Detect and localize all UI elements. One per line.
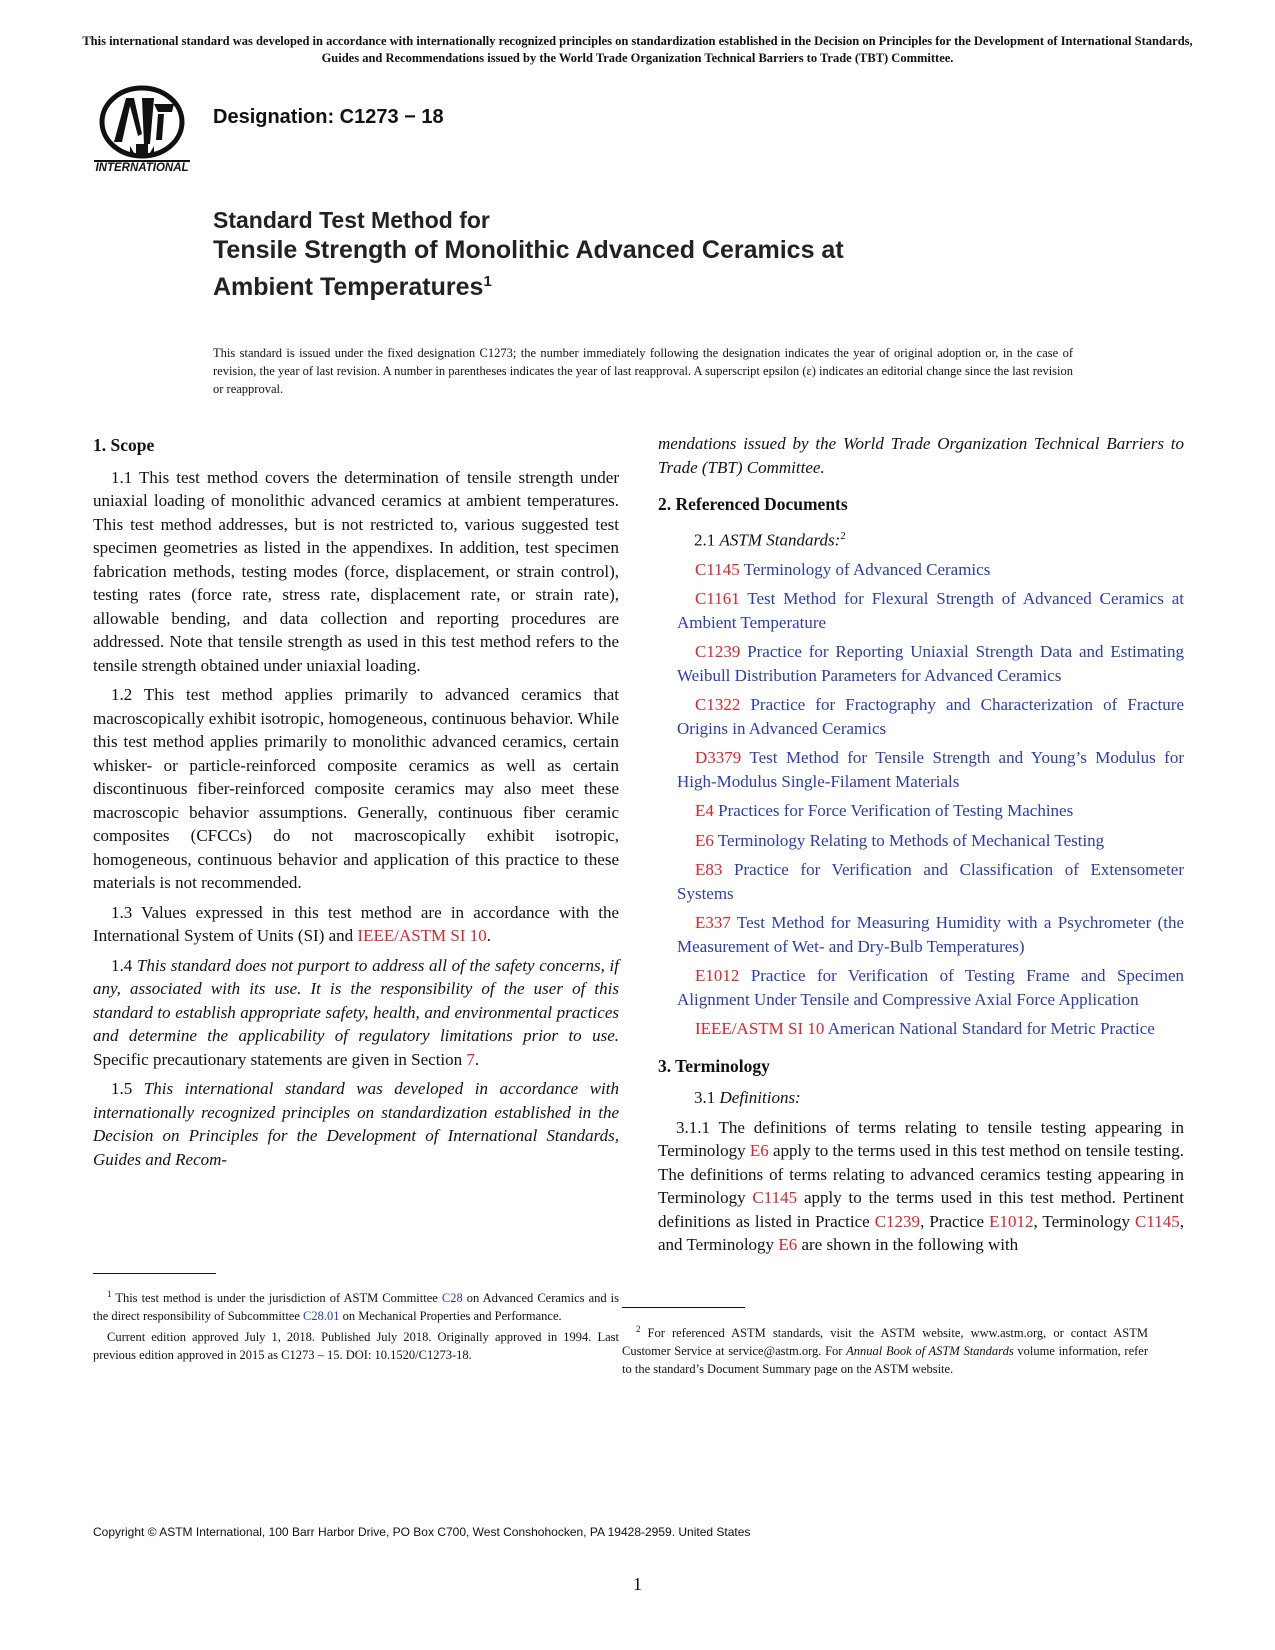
title-footnote-mark[interactable]: 1 [483, 273, 492, 290]
scope-para-4: 1.4 This standard does not purport to address all of the safety concerns, if any, associated with its use. It is the responsibility of the user of this standard to establish appropriate safety, health, and environmental practices and determine the applicability of regulatory limitations prior to use. Specific precautionary statements are given in Section 7. [93, 955, 619, 1069]
referenced-document-title[interactable]: Terminology Relating to Methods of Mechanical Testing [713, 830, 1105, 850]
referenced-document-code[interactable]: E83 [695, 860, 723, 880]
c28-01-link[interactable]: C28.01 [303, 1309, 340, 1324]
referenced-document-item[interactable] [658, 558, 1184, 582]
referenced-document-item[interactable] [658, 964, 1184, 1011]
title-line-2: Tensile Strength of Monolithic Advanced Ceramics at [213, 236, 844, 264]
footnote-rule-right [622, 1307, 745, 1308]
astm-standards-subheading: 2.1 ASTM Standards:$^2$ [694, 529, 846, 550]
referenced-documents-heading: 2. Referenced Documents [658, 494, 848, 514]
referenced-document-title[interactable]: Practices for Force Verification of Testing Machines [713, 801, 1074, 821]
scope-para-2: 1.2 This test method applies primarily to advanced ceramics that macroscopically exhibit isotropic, homogeneous, continuous behavior. While this test method applies primarily to monolithic advanced ceramics, certain whisker- or particle-reinforced composite ceramics as well as certain discontinuous fiber-reinforced composite ceramics may also meet these macroscopic behavior assumptions. Generally, continuous fiber ceramic composites (CFCCs) do not macroscopically exhibit isotropic, homogeneous, continuous behavior and application of this practice to these materials is not recommended. [93, 685, 619, 892]
referenced-document-title[interactable]: Terminology of Advanced Ceramics [739, 559, 991, 579]
right-column [658, 432, 1184, 1263]
referenced-document-title[interactable]: Test Method for Tensile Strength and Young’s Modulus for High-Modulus Single-Filament Materials [677, 748, 1184, 791]
referenced-document-code[interactable]: E4 [695, 801, 714, 821]
referenced-document-item[interactable] [658, 746, 1184, 793]
referenced-document-code[interactable]: IEEE/ASTM SI 10 [695, 1019, 825, 1039]
referenced-document-title[interactable]: Practice for Verification and Classification of Extensometer Systems [677, 860, 1184, 903]
referenced-document-item[interactable] [658, 829, 1184, 853]
referenced-document-item[interactable] [658, 693, 1184, 740]
page-number: 1 [633, 1574, 642, 1594]
footnote-rule-left [93, 1273, 216, 1274]
c1239-link[interactable]: C1239 [874, 1211, 921, 1231]
referenced-document-code[interactable]: D3379 [695, 748, 742, 768]
section-7-link[interactable]: 7 [466, 1049, 475, 1069]
footnote-1-para-1: $^1$ This test method is under the jurisdiction of ASTM Committee C28 on Advanced Ceramics and is the direct responsibility of Subcommittee C28.01 on Mechanical Properties and Performance. [93, 1289, 619, 1324]
referenced-document-item[interactable] [658, 587, 1184, 634]
astm-logo-text: INTERNATIONAL [95, 162, 189, 174]
referenced-document-code[interactable]: C1161 [695, 589, 740, 609]
terminology-para-1: 3.1.1 The definitions of terms relating to tensile testing appearing in Terminology E6 apply to the terms used in this test method on tensile testing. The definitions of terms relating to advanced ceramics testing appearing in Terminology C1145 apply to the terms used in this test method. Pertinent definitions as listed in Practice C1239, Practice E1012, Terminology C1145, and Terminology E6 are shown in the following with [658, 1117, 1185, 1255]
referenced-document-title[interactable]: Test Method for Flexural Strength of Advanced Ceramics at Ambient Temperature [677, 589, 1184, 632]
document-title [213, 206, 844, 303]
referenced-document-code[interactable]: E1012 [695, 966, 740, 986]
copyright-notice: Copyright © ASTM International, 100 Barr Harbor Drive, PO Box C700, West Conshohocken, PA 19428-2959. United States [93, 1525, 751, 1539]
referenced-document-item[interactable] [658, 858, 1184, 905]
referenced-document-item[interactable] [658, 1017, 1184, 1041]
terminology-heading: 3. Terminology [658, 1055, 770, 1076]
astm-logo-icon [92, 84, 192, 174]
referenced-documents-list [658, 558, 1184, 1041]
referenced-document-item[interactable] [658, 640, 1184, 687]
referenced-document-code[interactable]: C1322 [695, 695, 741, 715]
scope-heading: 1. Scope [93, 435, 155, 455]
scope-para-1: 1.1 This test method covers the determination of tensile strength under uniaxial loading of monolithic advanced ceramics at ambient temperatures. This test method addresses, but is not restricted to, various suggested test specimen geometries as listed in the appendixes. In addition, test specimen fabrication methods, testing modes (force, displacement, or strain control), testing rates (force rate, stress rate, displacement rate, or strain rate), allowable bending, and data collection and reporting procedures are addressed. Note that tensile strength as used in this test method refers to the tensile strength obtained under uniaxial loading. [93, 467, 619, 675]
footnote-1 [93, 1285, 619, 1367]
e6-link-2[interactable]: E6 [778, 1235, 798, 1255]
designation: Designation: C1273 − 18 [213, 106, 444, 128]
title-line-1: Standard Test Method for [213, 207, 490, 233]
title-line-3: Ambient Temperatures$^1$ [213, 273, 492, 301]
referenced-document-code[interactable]: E6 [695, 830, 714, 850]
left-column [93, 434, 619, 1177]
c1145-link[interactable]: C1145 [752, 1188, 798, 1208]
referenced-document-title[interactable]: Practice for Fractography and Characterization of Fracture Origins in Advanced Ceramics [677, 695, 1184, 738]
issuance-note: This standard is issued under the fixed designation C1273; the number immediately following the designation indicates the year of original adoption or, in the case of revision, the year of last revision. A number in parentheses indicates the year of last reapproval. A superscript epsilon (ε) indicates an editorial change since the last revision or reapproval. [213, 346, 1073, 396]
scope-para-5: 1.5 This international standard was developed in accordance with internationally recognized principles on standardization established in the Decision on Principles for the Development of International Standards, Guides and Recom- [93, 1079, 619, 1169]
footnote-2-para: $^2$ For referenced ASTM standards, visit the ASTM website, www.astm.org, or contact ASTM Customer Service at service@astm.org. For Annual Book of ASTM Standards volume information, refer to the standard’s Document Summary page on the ASTM website. [622, 1324, 1148, 1377]
c28-link[interactable]: C28 [441, 1291, 463, 1306]
referenced-document-item[interactable] [658, 911, 1184, 958]
c1145-link-2[interactable]: C1145 [1135, 1211, 1180, 1231]
definitions-subheading: 3.1 Definitions: [694, 1088, 801, 1108]
referenced-document-title[interactable]: Practice for Reporting Uniaxial Strength Data and Estimating Weibull Distribution Parameters for Advanced Ceramics [677, 642, 1184, 685]
footnote-2-mark[interactable]: 2 [840, 529, 846, 542]
referenced-document-code[interactable]: E337 [695, 913, 731, 933]
scope-para-3: 1.3 Values expressed in this test method are in accordance with the International System of Units (SI) and IEEE/ASTM SI 10. [93, 902, 619, 945]
ieee-si10-link[interactable]: IEEE/ASTM SI 10 [357, 926, 487, 945]
referenced-document-code[interactable]: C1239 [695, 642, 741, 662]
referenced-document-item[interactable] [658, 799, 1184, 823]
referenced-document-title[interactable]: American National Standard for Metric Practice [824, 1019, 1155, 1039]
footnote-1-para-2: Current edition approved July 1, 2018. Published July 2018. Originally approved in 1994. Last previous edition approved in 2015 as C1273 – 15. DOI: 10.1520/C1273-18. [93, 1330, 619, 1363]
referenced-document-code[interactable]: C1145 [695, 559, 740, 579]
e6-link[interactable]: E6 [749, 1141, 769, 1161]
scope-para-5-continued: mendations issued by the World Trade Organization Technical Barriers to Trade (TBT) Committee. [658, 434, 1184, 477]
e1012-link[interactable]: E1012 [989, 1211, 1034, 1231]
astm-logo [92, 84, 192, 174]
header-notice: This international standard was developed in accordance with internationally recognized principles on standardization established in the Decision on Principles for the Development of International Standards, Guides and Recommendations issued by the World Trade Organization Technical Barriers to Trade (TBT) Committee. [82, 34, 1193, 65]
footnote-2 [622, 1320, 1148, 1381]
referenced-document-title[interactable]: Practice for Verification of Testing Frame and Specimen Alignment Under Tensile and Compressive Axial Force Application [677, 966, 1184, 1009]
referenced-document-title[interactable]: Test Method for Measuring Humidity with a Psychrometer (the Measurement of Wet- and Dry-Bulb Temperatures) [677, 913, 1184, 956]
